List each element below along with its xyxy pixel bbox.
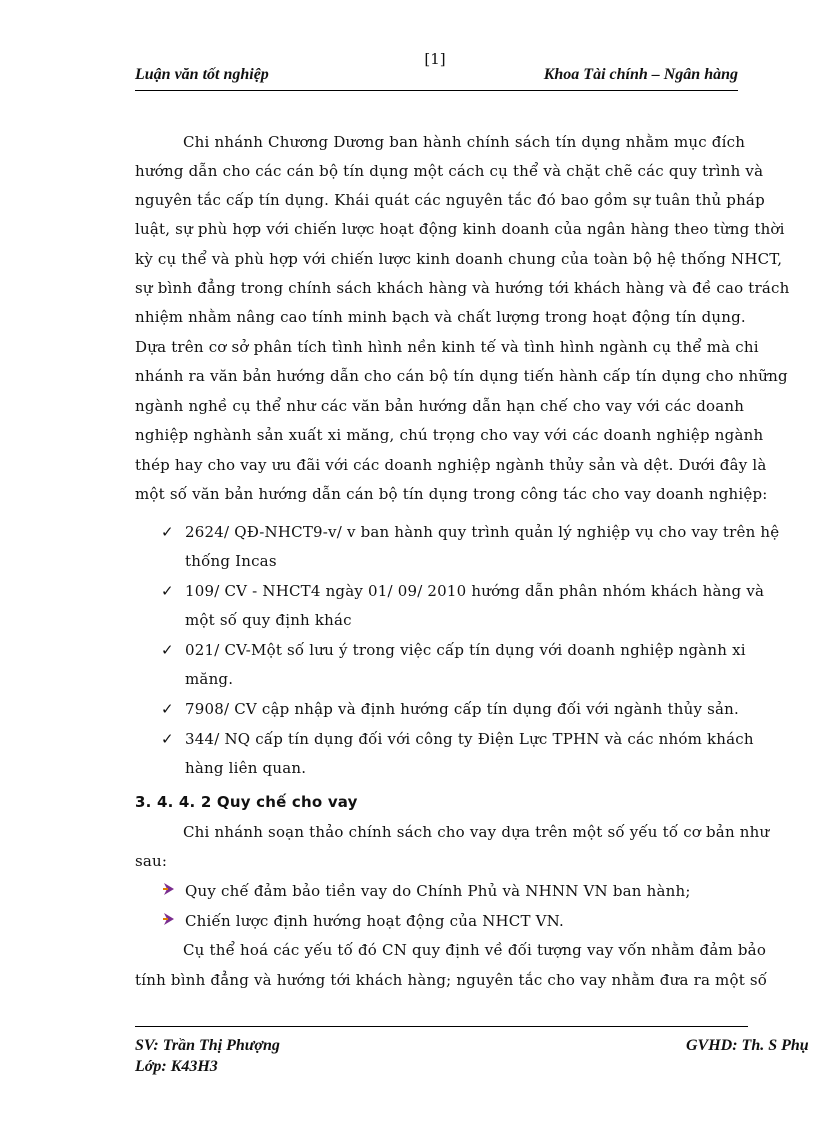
page-number: [1] (424, 50, 446, 68)
footer-divider (135, 1026, 748, 1027)
section-heading: 3. 4. 4. 2 Quy chế cho vay (135, 793, 358, 811)
footer-class: Lớp: K43H3 (135, 1058, 218, 1075)
paragraph-line: hướng dẫn cho các cán bộ tín dụng một cách cụ thể và chặt chẽ các quy trình và (135, 162, 764, 180)
paragraph-line: sự bình đẳng trong chính sách khách hàng và hướng tới khách hàng và đề cao trách (135, 279, 790, 297)
list-item: một số quy định khác (185, 611, 352, 629)
header-thesis-title: Luận văn tốt nghiệp (135, 66, 269, 83)
list-item: 2624/ QĐ-NHCT9-v/ v ban hành quy trình quản lý nghiệp vụ cho vay trên hệ (185, 523, 780, 541)
paragraph-line: Chi nhánh soạn thảo chính sách cho vay dựa trên một số yếu tố cơ bản như (183, 823, 770, 841)
checkmark-icon: ✓ (161, 523, 174, 541)
checkmark-icon: ✓ (161, 582, 174, 600)
list-item: hàng liên quan. (185, 759, 307, 777)
list-item: 109/ CV - NHCT4 ngày 01/ 09/ 2010 hướng dẫn phân nhóm khách hàng và (185, 582, 765, 600)
paragraph-line: một số văn bản hướng dẫn cán bộ tín dụng trong công tác cho vay doanh nghiệp: (135, 485, 768, 503)
list-item: thống Incas (185, 552, 277, 570)
checkmark-icon: ✓ (161, 641, 174, 659)
paragraph-line: sau: (135, 852, 168, 870)
paragraph-line: nhánh ra văn bản hướng dẫn cho cán bộ tín dụng tiến hành cấp tín dụng cho những (135, 367, 788, 385)
paragraph-line: nguyên tắc cấp tín dụng. Khái quát các nguyên tắc đó bao gồm sự tuân thủ pháp (135, 191, 765, 209)
list-item: 021/ CV-Một số lưu ý trong việc cấp tín dụng với doanh nghiệp ngành xi (185, 641, 746, 659)
paragraph-line: kỳ cụ thể và phù hợp với chiến lược kinh doanh chung của toàn bộ hệ thống NHCT, (135, 250, 783, 268)
checkmark-icon: ✓ (161, 700, 174, 718)
paragraph-line: thép hay cho vay ưu đãi với các doanh nghiệp ngành thủy sản và dệt. Dưới đây là (135, 456, 767, 474)
list-item: măng. (185, 670, 234, 688)
arrow-bullet-icon (162, 882, 176, 896)
paragraph-line: Chi nhánh Chương Dương ban hành chính sách tín dụng nhằm mục đích (183, 133, 746, 151)
page-header (135, 66, 738, 91)
paragraph-line: tính bình đẳng và hướng tới khách hàng; nguyên tắc cho vay nhằm đưa ra một số (135, 971, 768, 989)
paragraph-line: luật, sự phù hợp với chiến lược hoạt động kinh doanh của ngân hàng theo từng thời (135, 220, 785, 238)
list-item: 344/ NQ cấp tín dụng đối với công ty Điện Lực TPHN và các nhóm khách (185, 730, 754, 748)
footer-advisor: GVHD: Th. S Phụ (686, 1037, 809, 1054)
header-faculty: Khoa Tài chính – Ngân hàng (543, 66, 738, 83)
checkmark-icon: ✓ (161, 730, 174, 748)
list-item: Chiến lược định hướng hoạt động của NHCT VN. (185, 912, 565, 930)
paragraph-line: Cụ thể hoá các yếu tố đó CN quy định về đối tượng vay vốn nhằm đảm bảo (183, 941, 767, 959)
arrow-bullet-icon (162, 912, 176, 926)
paragraph-line: nhiệm nhằm nâng cao tính minh bạch và chất lượng trong hoạt động tín dụng. (135, 308, 746, 326)
paragraph-line: ngành nghề cụ thể như các văn bản hướng dẫn hạn chế cho vay với các doanh (135, 397, 745, 415)
paragraph-line: nghiệp nghành sản xuất xi măng, chú trọng cho vay với các doanh nghiệp ngành (135, 426, 764, 444)
list-item: 7908/ CV cập nhập và định hướng cấp tín dụng đối với ngành thủy sản. (185, 700, 739, 718)
footer-student: SV: Trần Thị Phượng (135, 1037, 280, 1054)
paragraph-line: Dựa trên cơ sở phân tích tình hình nền kinh tế và tình hình ngành cụ thể mà chi (135, 338, 759, 356)
list-item: Quy chế đảm bảo tiền vay do Chính Phủ và NHNN VN ban hành; (185, 882, 691, 900)
